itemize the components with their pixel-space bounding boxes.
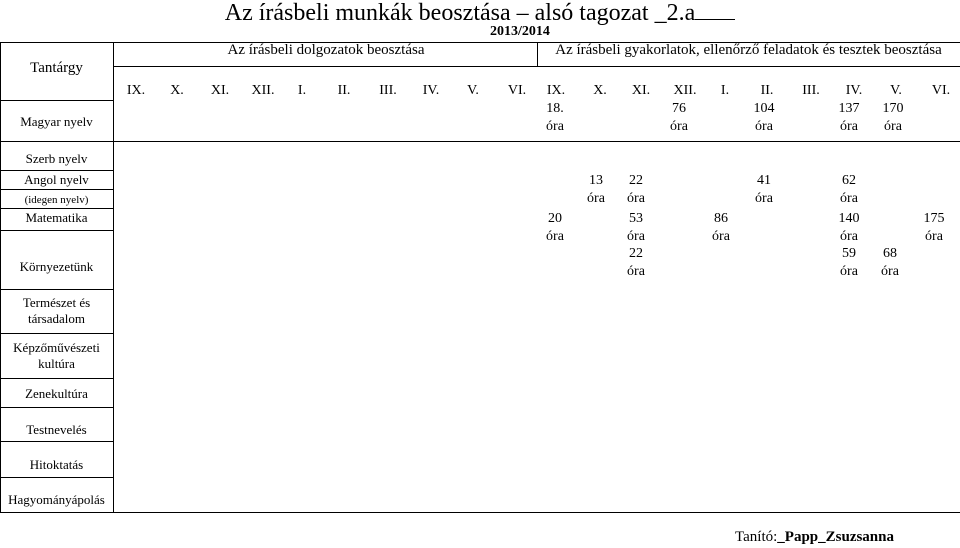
entry-magyar-3: 104 óra	[753, 101, 775, 134]
month-practice-10: X.	[593, 83, 607, 98]
month-written-12: XII.	[251, 83, 275, 98]
entry-matematika-2: 53 óra	[627, 211, 645, 244]
subject-szerb: Szerb nyelv	[25, 151, 88, 166]
month-practice-12: XII.	[673, 83, 697, 98]
entry-matematika-1: 20 óra	[546, 211, 564, 244]
subject-row-line	[0, 378, 113, 379]
month-practice-3: III.	[802, 83, 820, 98]
subject-row-line	[0, 208, 113, 209]
practice-tests-header: Az írásbeli gyakorlatok, ellenőrző feladatok és tesztek beosztása	[555, 42, 942, 58]
subject-kepzomuveszet: Képzőművészeti kultúra	[13, 340, 100, 371]
month-written-6: VI.	[507, 83, 527, 98]
teacher-name: _Papp_Zsuzsanna	[777, 529, 894, 545]
entry-angol-1: 13 óra	[587, 173, 605, 206]
month-written-9: IX.	[126, 83, 146, 98]
month-written-2: II.	[337, 83, 351, 98]
month-written-3: III.	[379, 83, 397, 98]
table-bottom-border	[0, 512, 960, 513]
written-tests-header: Az írásbeli dolgozatok beosztása	[227, 42, 425, 58]
entry-angol-4: 62 óra	[840, 173, 858, 206]
page-title	[0, 0, 960, 26]
subject-hagyomanyapolas: Hagyományápolás	[8, 492, 105, 507]
subject-row-line	[0, 477, 113, 478]
table-left-border	[0, 42, 1, 513]
subject-magyar: Magyar nyelv	[20, 114, 93, 129]
group-separator-line	[537, 42, 538, 67]
subject-column-border	[113, 42, 114, 513]
month-written-10: X.	[170, 83, 184, 98]
table-top-border	[0, 42, 960, 43]
subject-angol: Angol nyelv	[24, 172, 89, 187]
subject-row-line	[0, 441, 113, 442]
school-year: 2013/2014	[490, 24, 550, 39]
month-practice-9: IX.	[546, 83, 566, 98]
subject-hitoktatas: Hitoktatás	[29, 457, 84, 472]
month-written-1: I.	[297, 83, 307, 98]
entry-magyar-2: 76 óra	[670, 101, 688, 134]
title-text: Az írásbeli munkák beosztása – alsó tagozat _2.a	[224, 0, 696, 26]
subject-row-line	[0, 407, 113, 408]
subject-zenekultura: Zenekultúra	[25, 386, 88, 401]
teacher-signature	[735, 529, 894, 546]
title-underline	[695, 1, 735, 20]
month-written-5: V.	[467, 83, 479, 98]
entry-magyar-4: 137 óra	[838, 101, 860, 134]
entry-angol-3: 41 óra	[755, 173, 773, 206]
subject-row-line	[0, 230, 113, 231]
month-practice-1: I.	[720, 83, 730, 98]
subject-row-line	[0, 333, 113, 334]
entry-matematika-3: 86 óra	[712, 211, 730, 244]
subject-row-line	[0, 170, 113, 171]
month-written-11: XI.	[210, 83, 230, 98]
entry-matematika-5: 175 óra	[923, 211, 945, 244]
entry-kornyezet-1: 22 óra	[627, 246, 645, 279]
subject-row-line	[0, 189, 113, 190]
entry-magyar-5: 170 óra	[882, 101, 904, 134]
teacher-label: Tanító:	[735, 529, 778, 545]
subject-termeszet: Természet és társadalom	[22, 295, 91, 326]
month-practice-5: V.	[890, 83, 902, 98]
entry-angol-2: 22 óra	[627, 173, 645, 206]
entry-magyar-1: 18. óra	[546, 101, 564, 134]
month-written-4: IV.	[422, 83, 440, 98]
month-practice-11: XI.	[631, 83, 651, 98]
entry-kornyezet-2: 59 óra	[840, 246, 858, 279]
subject-row-line	[0, 100, 113, 101]
entry-kornyezet-3: 68 óra	[881, 246, 899, 279]
subject-column-header: Tantárgy	[30, 60, 83, 76]
subject-row-line	[0, 289, 113, 290]
subject-angol-note: (idegen nyelv)	[24, 194, 89, 206]
entry-matematika-4: 140 óra	[838, 211, 860, 244]
month-practice-4: IV.	[845, 83, 863, 98]
subject-matematika: Matematika	[25, 210, 88, 225]
month-practice-2: II.	[760, 83, 774, 98]
subject-testneveles: Testnevelés	[26, 422, 87, 437]
header-bottom-border	[0, 141, 960, 142]
subject-kornyezet: Környezetünk	[19, 259, 94, 274]
month-practice-6: VI.	[931, 83, 951, 98]
